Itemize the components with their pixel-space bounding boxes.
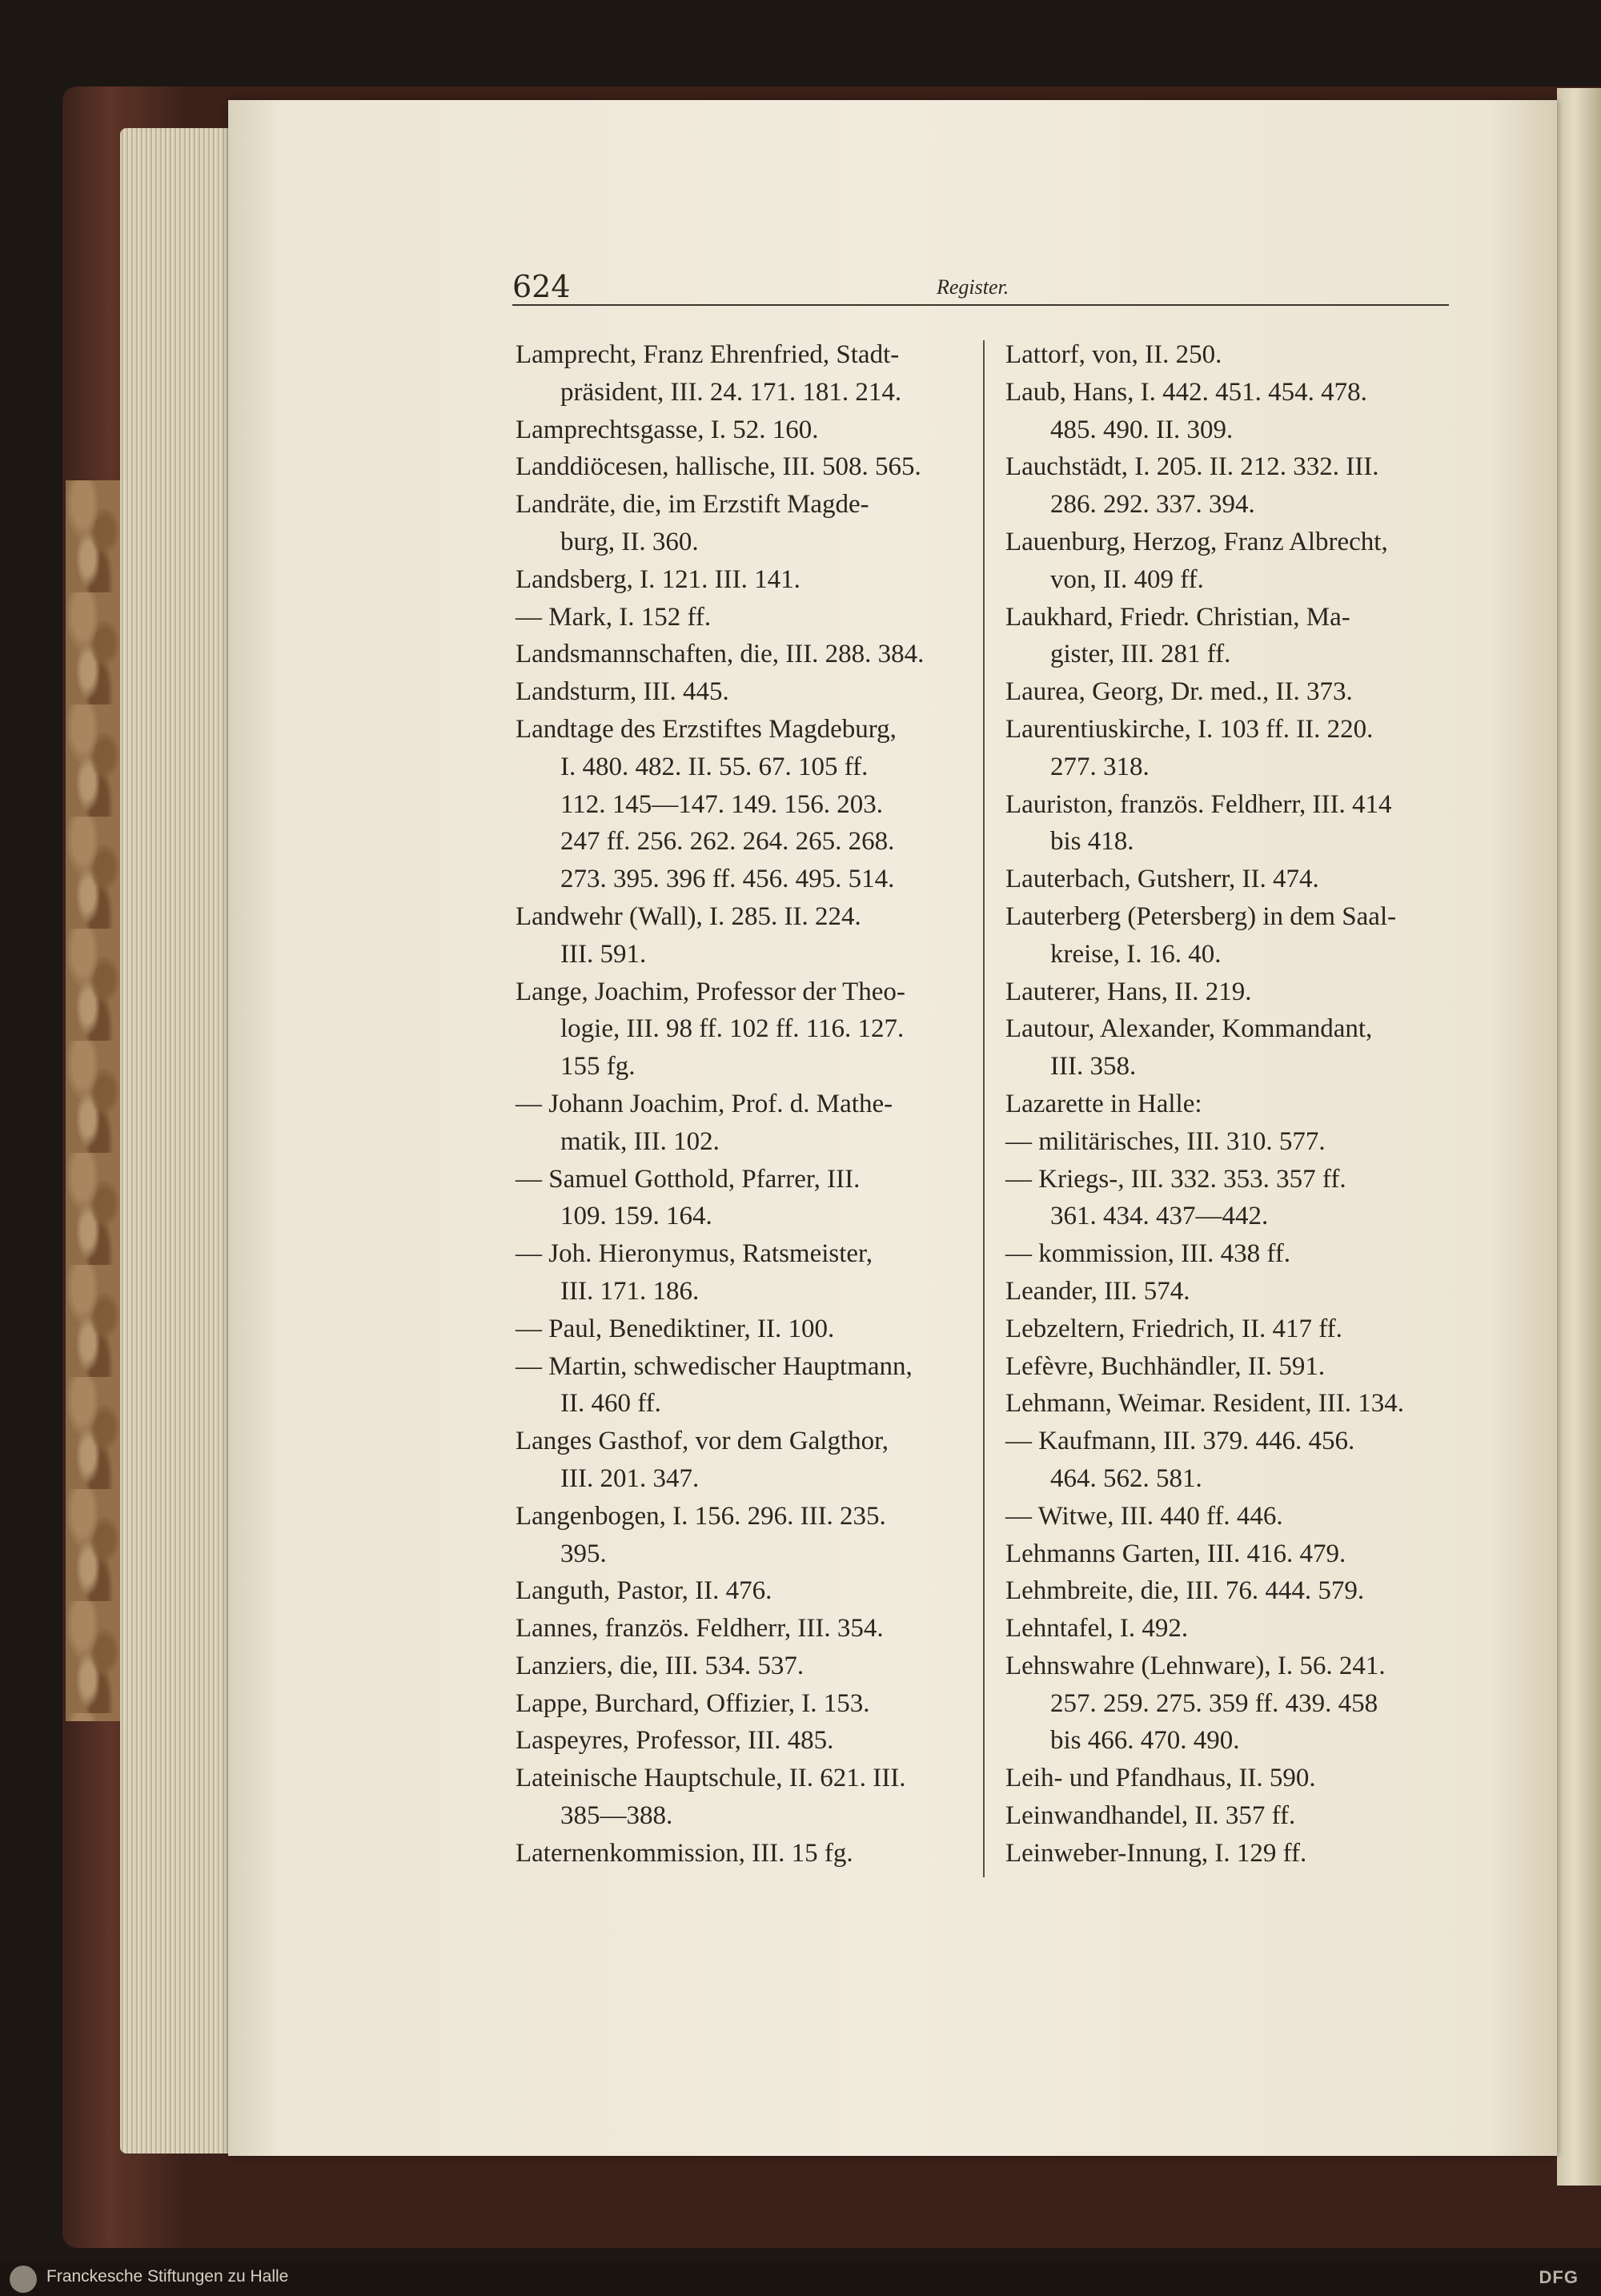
index-entry-line: — militärisches, III. 310. 577. [1005,1126,1326,1156]
dfg-logo: DFG [1539,2267,1579,2287]
index-entry-line: Lehmann, Weimar. Resident, III. 134. [1005,1389,1405,1419]
index-entry-line: III. 591. [560,939,647,969]
index-entry-line: — Paul, Benediktiner, II. 100. [516,1314,835,1343]
index-entry-line: bis 418. [1050,827,1134,857]
index-entry-line: Lauenburg, Herzog, Franz Albrecht, [1005,527,1388,556]
index-entry-line: Langenbogen, I. 156. 296. III. 235. [516,1501,886,1531]
index-entry-line: Landtage des Erzstiftes Magdeburg, [516,714,897,744]
index-entry-line: Laub, Hans, I. 442. 451. 454. 478. [1005,377,1367,407]
index-entry-line: — Kaufmann, III. 379. 446. 456. [1005,1427,1355,1456]
index-entry-line: von, II. 409 ff. [1050,564,1204,594]
index-entry-line: Lehmanns Garten, III. 416. 479. [1005,1539,1346,1568]
index-entry-line: bis 466. 470. 490. [1050,1726,1240,1756]
index-entry-line: Lamprecht, Franz Ehrenfried, Stadt- [516,340,900,369]
index-entry-line: Lanziers, die, III. 534. 537. [516,1651,805,1680]
index-entry-line: Lehmbreite, die, III. 76. 444. 579. [1005,1576,1365,1606]
index-entry-line: Laurentiuskirche, I. 103 ff. II. 220. [1005,714,1374,744]
index-entry-line: 112. 145—147. 149. 156. 203. [560,789,884,819]
index-entry-line: Lamprechtsgasse, I. 52. 160. [516,415,819,444]
index-entry-line: III. 358. [1050,1052,1137,1082]
index-entry-line: — Johann Joachim, Prof. d. Mathe- [516,1089,893,1118]
index-entry-line: Lautour, Alexander, Kommandant, [1005,1014,1373,1044]
index-entry-line: Landdiöcesen, hallische, III. 508. 565. [516,452,921,482]
index-entry-line: Lehnswahre (Lehnware), I. 56. 241. [1005,1651,1386,1680]
index-entry-line: Landsturm, III. 445. [516,677,729,707]
index-entry-line: Laurea, Georg, Dr. med., II. 373. [1005,677,1353,707]
index-entry-line: Lauterer, Hans, II. 219. [1005,977,1252,1006]
index-entry-line: Laternenkommission, III. 15 fg. [516,1838,853,1868]
marbled-edge [66,480,122,1721]
index-entry-line: Lateinische Hauptschule, II. 621. III. [516,1764,906,1793]
index-entry-line: Landräte, die, im Erzstift Magde- [516,490,869,520]
facing-page-edge [1557,88,1601,2186]
index-entry-line: — kommission, III. 438 ff. [1005,1239,1290,1269]
index-entry-line: — Witwe, III. 440 ff. 446. [1005,1501,1283,1531]
index-entry-line: Langes Gasthof, vor dem Galgthor, [516,1427,889,1456]
index-entry-line: 286. 292. 337. 394. [1050,490,1255,520]
index-entry-line: Laukhard, Friedr. Christian, Ma- [1005,602,1350,632]
index-entry-line: Leinwandhandel, II. 357 ff. [1005,1801,1296,1831]
index-entry-line: Lappe, Burchard, Offizier, I. 153. [516,1688,870,1718]
index-entry-line: Lattorf, von, II. 250. [1005,340,1222,369]
page-number: 624 [512,269,571,304]
header-rule [512,304,1449,306]
index-entry-line: logie, III. 98 ff. 102 ff. 116. 127. [560,1014,905,1044]
index-entry-line: burg, II. 360. [560,527,699,556]
index-entry-line: gister, III. 281 ff. [1050,640,1231,669]
index-entry-line: Lazarette in Halle: [1005,1089,1202,1118]
index-entry-line: 485. 490. II. 309. [1050,415,1234,444]
index-entry-line: Lauriston, französ. Feldherr, III. 414 [1005,789,1392,819]
index-entry-line: 385—388. [560,1801,673,1831]
index-entry-line: matik, III. 102. [560,1126,720,1156]
index-entry-line: 277. 318. [1050,752,1150,781]
index-entry-line: Landsmannschaften, die, III. 288. 384. [516,640,925,669]
index-entry-line: Leander, III. 574. [1005,1276,1190,1306]
index-entry-line: I. 480. 482. II. 55. 67. 105 ff. [560,752,869,781]
index-entry-line: Lehntafel, I. 492. [1005,1614,1189,1644]
index-entry-line: Lefèvre, Buchhändler, II. 591. [1005,1351,1326,1381]
index-entry-line: Lauterbach, Gutsherr, II. 474. [1005,865,1319,894]
index-entry-line: Lange, Joachim, Professor der Theo- [516,977,905,1006]
index-entry-line: Landsberg, I. 121. III. 141. [516,564,800,594]
index-entry-line: 109. 159. 164. [560,1202,712,1231]
index-entry-line: 361. 434. 437—442. [1050,1202,1269,1231]
column-divider [983,340,985,1877]
index-entry-line: 395. [560,1539,607,1568]
running-title: Register. [937,275,1009,299]
index-entry-line: — Kriegs-, III. 332. 353. 357 ff. [1005,1164,1346,1194]
index-entry-line: Languth, Pastor, II. 476. [516,1576,772,1606]
index-entry-line: Lauterberg (Petersberg) in dem Saal- [1005,901,1397,931]
index-entry-line: kreise, I. 16. 40. [1050,939,1222,969]
index-entry-line: — Martin, schwedischer Hauptmann, [516,1351,913,1381]
index-entry-line: — Mark, I. 152 ff. [516,602,712,632]
index-entry-line: 273. 395. 396 ff. 456. 495. 514. [560,865,895,894]
index-entry-line: II. 460 ff. [560,1389,661,1419]
index-entry-line: Lannes, französ. Feldherr, III. 354. [516,1614,884,1644]
index-entry-line: Lauchstädt, I. 205. II. 212. 332. III. [1005,452,1379,482]
index-entry-line: Laspeyres, Professor, III. 485. [516,1726,834,1756]
index-entry-line: Leinweber-Innung, I. 129 ff. [1005,1838,1307,1868]
index-entry-line: 247 ff. 256. 262. 264. 265. 268. [560,827,895,857]
index-entry-line: Leih- und Pfandhaus, II. 590. [1005,1764,1316,1793]
index-entry-line: III. 201. 347. [560,1463,700,1493]
index-entry-line: Landwehr (Wall), I. 285. II. 224. [516,901,861,931]
index-column-right [1005,336,1454,1873]
index-entry-line: präsident, III. 24. 171. 181. 214. [560,377,902,407]
page-header [512,264,1449,304]
index-column-left [516,336,964,1873]
index-entry-line: 464. 562. 581. [1050,1463,1202,1493]
institution-logo-icon [10,2266,37,2293]
index-entry-line: 155 fg. [560,1052,636,1082]
index-entry-line: III. 171. 186. [560,1276,700,1306]
index-entry-line: — Samuel Gotthold, Pfarrer, III. [516,1164,861,1194]
index-entry-line: — Joh. Hieronymus, Ratsmeister, [516,1239,873,1269]
index-entry-line: Lebzeltern, Friedrich, II. 417 ff. [1005,1314,1342,1343]
institution-name: Franckesche Stiftungen zu Halle [46,2267,289,2286]
index-entry-line: 257. 259. 275. 359 ff. 439. 458 [1050,1688,1378,1718]
